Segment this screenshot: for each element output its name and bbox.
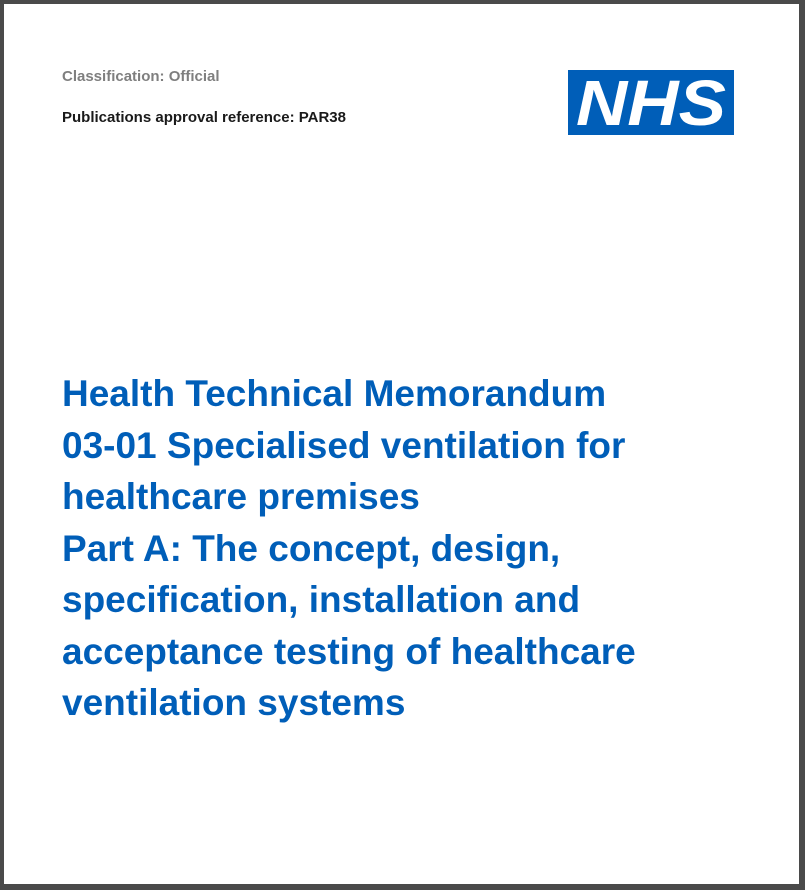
document-title (62, 368, 762, 729)
classification-label: Classification: Official (62, 68, 220, 85)
title-line: acceptance testing of healthcare (62, 630, 636, 672)
title-line: ventilation systems (62, 682, 406, 723)
title-line: healthcare premises (62, 476, 420, 517)
title-line: 03-01 Specialised ventilation for (62, 424, 626, 466)
approval-reference: Publications approval reference: PAR38 (62, 109, 346, 126)
title-line: Health Technical Memorandum (62, 373, 607, 414)
title-line: specification, installation and (62, 579, 581, 620)
document-page (4, 4, 799, 884)
title-line: Part A: The concept, design, (62, 527, 561, 569)
nhs-logo-text: NHS (576, 70, 727, 135)
nhs-logo (568, 70, 734, 135)
